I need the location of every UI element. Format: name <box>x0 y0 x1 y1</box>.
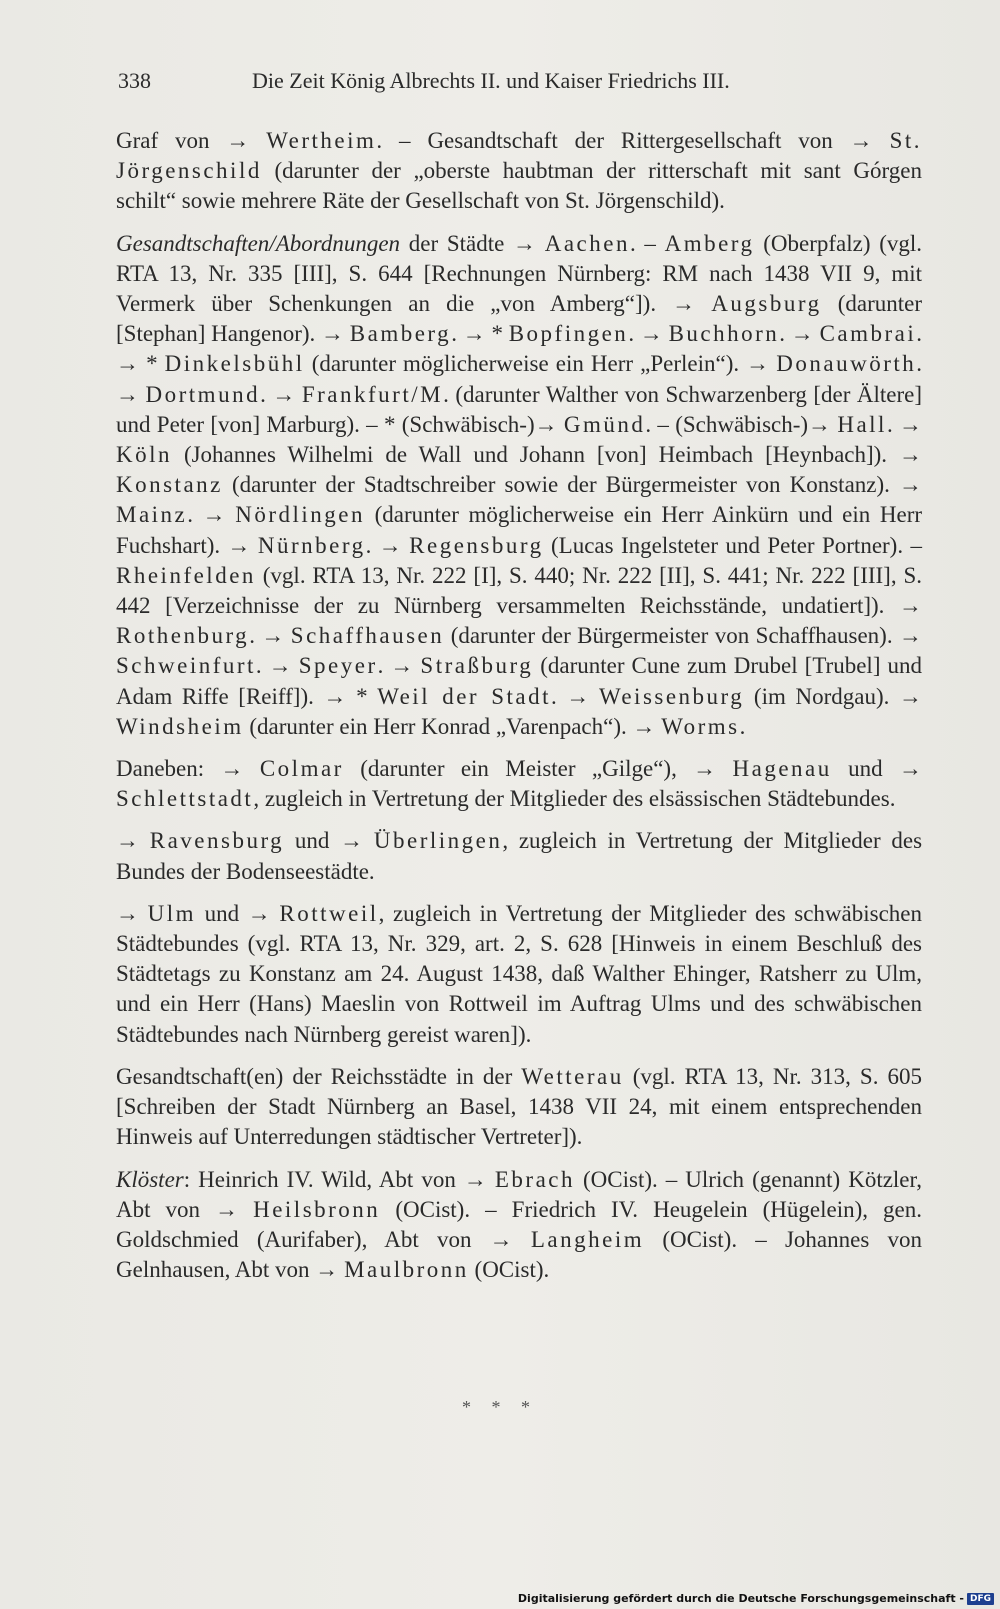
place-name: Schlettstadt <box>116 786 254 812</box>
section-label: Klöster <box>116 1166 184 1192</box>
text-run: . – (Schwäbisch-)→ <box>645 411 838 437</box>
place-name: Windsheim <box>116 713 244 739</box>
place-name: Dinkelsbühl <box>164 351 305 377</box>
text-run: , zugleich in Vertretung der Mitglieder des Bundes der Bodenseestädte. <box>116 828 923 884</box>
place-name: Schweinfurt <box>116 653 256 679</box>
place-name: Dortmund <box>145 381 261 407</box>
text-run: . <box>739 713 746 739</box>
paragraph <box>116 126 922 217</box>
paragraph <box>116 1062 922 1153</box>
text-run: . → <box>116 351 922 407</box>
section-label: Gesandtschaften/Abordnungen <box>116 230 401 256</box>
text-run: (Oberpfalz) (vgl. RTA 13, Nr. 335 [III], S. 644 [Rechnungen Nürnberg: RM nach 1438 VII 9, mit Vermerk über Schenkungen an die „von Amberg“]). → <box>116 230 922 317</box>
place-name: Frankfurt/M <box>301 381 444 407</box>
place-name: Maulbronn <box>344 1257 469 1283</box>
text-run: . → <box>249 623 291 649</box>
place-name: Wertheim <box>266 128 377 153</box>
text-run: (darunter Cune zum Drubel [Trubel] und Adam Riffe [Reiff]). → * <box>116 653 923 709</box>
place-name: Bopfingen <box>508 321 629 347</box>
text-run: (darunter ein Meister „Gilge“), → <box>343 756 733 782</box>
text-run: . → <box>187 502 236 528</box>
paragraph <box>116 1165 922 1286</box>
footer-credit: Digitalisierung gefördert durch die Deutsche Forschungsgemeinschaft - <box>517 1592 964 1605</box>
place-name: Regensburg <box>409 532 544 558</box>
place-name: Konstanz <box>116 472 223 498</box>
place-name: Mainz <box>116 502 188 528</box>
text-run: und → <box>831 756 922 782</box>
place-name: Weil der Stadt <box>377 683 551 709</box>
text-run: (Johannes Wilhelmi de Wall und Johann [von] Heimbach [Heynbach]). → <box>172 442 922 468</box>
place-name: Speyer <box>298 653 378 679</box>
paragraph <box>116 754 922 814</box>
text-run: Graf von → <box>116 128 267 153</box>
dfg-logo: DFG <box>967 1593 994 1605</box>
text-run: . → <box>550 683 599 709</box>
text-run: (darunter der Bürgermeister von Schaffhausen). → <box>444 623 922 649</box>
place-name: Straßburg <box>420 653 534 679</box>
text-run: . → <box>628 321 669 347</box>
text-run: Daneben: → <box>116 756 260 782</box>
text-run: . → <box>377 653 421 679</box>
place-name: Überlingen <box>373 828 503 854</box>
place-name: Worms <box>661 713 740 739</box>
place-name: Rheinfelden <box>116 562 256 588</box>
text-run: → <box>116 900 148 926</box>
text-run: → <box>116 828 150 854</box>
text-run: (vgl. RTA 13, Nr. 313, S. 605 [Schreiben der Stadt Nürnberg an Basel, 1438 VII 24, mit einem entsprechenden Hinweis auf Unterredungen städtischer Vertreter]). <box>116 1063 922 1150</box>
text-run: . → <box>779 321 820 347</box>
text-run: (vgl. RTA 13, Nr. 222 [I], S. 440; Nr. 222 [II], S. 441; Nr. 222 [III], S. 442 [Verzeichnisse der zu Nürnberg versammelten Reichsstände, undatiert]). → <box>116 562 922 619</box>
text-run: (OCist). – Johannes von Gelnhausen, Abt von → <box>116 1226 922 1283</box>
text-run: . → <box>886 411 922 437</box>
place-name: Amberg <box>664 230 755 256</box>
place-name: Nördlingen <box>235 502 365 528</box>
text-run: . – <box>629 230 665 256</box>
text-run: (darunter der „oberste haubtman der ritterschaft mit sant Górgen schilt“ sowie mehrere Räte der Gesellschaft von St. Jörgenschild). <box>116 158 922 214</box>
text-run: . (darunter Walther von Schwarzenberg [der Ältere] und Peter [von] Marburg). – * (Schwäbisch-)→ <box>116 381 923 437</box>
text-run: . → <box>260 381 302 407</box>
text-run: (OCist). <box>468 1257 550 1283</box>
text-run: (im Nordgau). → <box>744 683 923 709</box>
place-name: Buchhorn <box>668 321 780 347</box>
text-run: (darunter der Stadtschreiber sowie der Bürgermeister von Konstanz). → <box>222 472 922 498</box>
text-run: . → <box>255 653 299 679</box>
text-run: (darunter möglicherweise ein Herr „Perlein“). → <box>304 351 777 377</box>
place-name: Cambrai <box>819 321 917 347</box>
text-run: (darunter ein Herr Konrad „Varenpach“). → <box>243 713 662 739</box>
place-name: Schaffhausen <box>290 623 445 649</box>
place-name: Langheim <box>530 1226 645 1252</box>
page-number: 338 <box>118 68 151 93</box>
text-run: , zugleich in Vertretung der Mitglieder des schwäbischen Städtebundes (vgl. RTA 13, Nr. 329, art. 2, S. 628 [Hinweis in einem Beschluß des Städtetags zu Konstanz am 24. August 1438, daß Walther Ehinger, Ratsherr zu Ulm, und ein Herr (Hans) Maeslin von Rottweil im Auftrag Ulms und des schwäbischen Städtebundes nach Nürnberg gereist waren]). <box>116 900 923 1047</box>
place-name: Weissenburg <box>598 683 745 709</box>
place-name: Aachen <box>544 230 630 256</box>
place-name: St. Jörgenschild <box>116 128 922 184</box>
text-run: (darunter möglicherweise ein Herr Ainkürn und ein Herr Fuchshart). → <box>116 502 923 558</box>
text-run: (darunter [Stephan] Hangenor). → <box>116 291 922 347</box>
place-name: Nürnberg <box>257 532 366 558</box>
text-run: . → * <box>451 321 509 347</box>
text-run: (OCist). – Ulrich (genannt) Kötzler, Abt von → <box>116 1166 923 1222</box>
text-run: , zugleich in Vertretung der Mitglieder des elsässischen Städtebundes. <box>253 786 896 812</box>
text-run: und → <box>284 828 374 854</box>
place-name: Ulm <box>147 900 197 926</box>
place-name: Köln <box>116 442 172 468</box>
place-name: Wetterau <box>521 1063 624 1089</box>
running-title: Die Zeit König Albrechts II. und Kaiser Friedrichs III. <box>252 68 730 93</box>
place-name: Augsburg <box>711 291 822 317</box>
text-run: und → <box>196 900 280 926</box>
place-name: Rothenburg <box>116 623 250 649</box>
place-name: Ebrach <box>494 1166 576 1192</box>
place-name: Hagenau <box>732 756 832 782</box>
text-run: . – Gesandtschaft der Rittergesellschaft von → <box>376 128 890 153</box>
paragraph <box>116 826 922 886</box>
place-name: Gmünd <box>563 411 646 437</box>
place-name: Bamberg <box>349 321 452 347</box>
place-name: Rottweil <box>279 900 379 926</box>
place-name: Hall <box>837 411 887 437</box>
text-run: (Lucas Ingelsteter und Peter Portner). – <box>543 532 922 558</box>
text-run: . → * <box>116 321 923 377</box>
text-run: . → <box>365 532 410 558</box>
text-run: : Heinrich IV. Wild, Abt von → <box>183 1166 495 1192</box>
body-text <box>116 126 922 1297</box>
paragraph <box>116 899 922 1050</box>
text-run: (OCist). – Friedrich IV. Heugelein (Hügelein), gen. Goldschmied (Aurifaber), Abt von → <box>116 1196 922 1252</box>
section-ornament: * * * <box>462 1397 538 1417</box>
paragraph <box>116 229 922 742</box>
footer <box>518 1592 994 1605</box>
place-name: Colmar <box>259 756 344 782</box>
text-run: der Städte → <box>400 230 545 256</box>
place-name: Ravensburg <box>149 828 285 854</box>
text-run: Gesandtschaft(en) der Reichsstädte in der <box>116 1063 522 1089</box>
place-name: Heilsbronn <box>253 1196 381 1222</box>
place-name: Donauwörth <box>776 351 917 377</box>
